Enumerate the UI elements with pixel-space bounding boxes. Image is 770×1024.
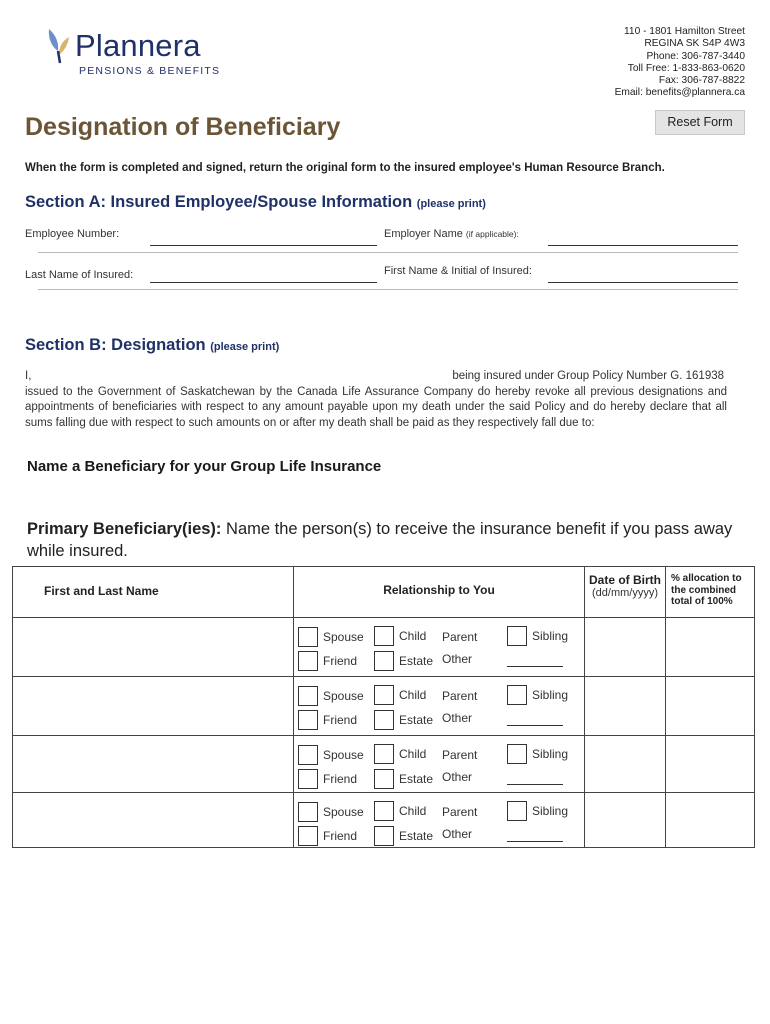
other-specify-field[interactable]	[507, 666, 563, 667]
spouse-label: Spouse	[323, 630, 364, 644]
other-specify-field[interactable]	[507, 784, 563, 785]
spouse-checkbox[interactable]	[298, 627, 318, 647]
divider	[38, 252, 738, 253]
brand-name: Plannera	[75, 28, 201, 63]
spouse-option[interactable]	[298, 686, 364, 706]
sibling-label: Sibling	[532, 688, 569, 702]
child-label: Child	[399, 747, 427, 761]
table-row	[13, 736, 755, 793]
parent-label: Parent	[442, 630, 478, 644]
estate-option[interactable]	[374, 826, 433, 846]
employee-number-field[interactable]	[150, 245, 377, 246]
other-label: Other	[442, 711, 473, 725]
sibling-checkbox[interactable]	[507, 801, 527, 821]
parent-option[interactable]	[442, 802, 477, 822]
spouse-option[interactable]	[298, 627, 364, 647]
spouse-label: Spouse	[323, 748, 364, 762]
beneficiary-name-field[interactable]	[13, 736, 294, 793]
table-row	[13, 677, 755, 736]
other-label: Other	[442, 827, 473, 841]
last-name-label: Last Name of Insured:	[25, 269, 134, 281]
divider	[38, 289, 738, 290]
sibling-checkbox[interactable]	[507, 626, 527, 646]
date-of-birth-field[interactable]	[585, 618, 666, 677]
beneficiary-name-field[interactable]	[13, 677, 294, 736]
friend-option[interactable]	[298, 826, 357, 846]
estate-label: Estate	[399, 772, 434, 786]
employee-number-label: Employee Number:	[25, 228, 120, 240]
first-name-field[interactable]	[548, 282, 738, 283]
friend-label: Friend	[323, 829, 358, 843]
relationship-options	[294, 736, 585, 793]
date-of-birth-field[interactable]	[585, 677, 666, 736]
sibling-checkbox[interactable]	[507, 685, 527, 705]
parent-label: Parent	[442, 689, 478, 703]
friend-option[interactable]	[298, 710, 357, 730]
spouse-option[interactable]	[298, 802, 364, 822]
allocation-field[interactable]	[666, 677, 755, 736]
first-name-label: First Name & Initial of Insured:	[384, 265, 532, 277]
child-checkbox[interactable]	[374, 801, 394, 821]
last-name-field[interactable]	[150, 282, 377, 283]
other-label: Other	[442, 770, 473, 784]
col-allocation-header: % allocation to the combined total of 100%	[666, 567, 755, 618]
date-of-birth-field[interactable]	[585, 736, 666, 793]
address-line1: 110 - 1801 Hamilton Street	[624, 26, 745, 37]
parent-option[interactable]	[442, 745, 477, 765]
parent-option[interactable]	[442, 686, 477, 706]
estate-checkbox[interactable]	[374, 769, 394, 789]
estate-label: Estate	[399, 654, 434, 668]
allocation-field[interactable]	[666, 793, 755, 848]
brand-tagline: PENSIONS & BENEFITS	[79, 65, 221, 77]
section-b-heading: Section B: Designation (please print)	[25, 336, 280, 354]
table-row	[13, 793, 755, 848]
spouse-label: Spouse	[323, 689, 364, 703]
employer-name-label: Employer Name (if applicable):	[384, 228, 519, 240]
page-title: Designation of Beneficiary	[25, 113, 341, 141]
toll-free: Toll Free: 1-833-863-0620	[627, 62, 745, 74]
friend-checkbox[interactable]	[298, 651, 318, 671]
section-a-heading: Section A: Insured Employee/Spouse Information (please print)	[25, 193, 486, 211]
group-life-heading: Name a Beneficiary for your Group Life Insurance	[27, 458, 382, 475]
col-dob-header: Date of Birth (dd/mm/yyyy)	[585, 567, 666, 618]
phone: Phone: 306-787-3440	[646, 50, 745, 62]
child-checkbox[interactable]	[374, 744, 394, 764]
spouse-option[interactable]	[298, 745, 364, 765]
friend-label: Friend	[323, 772, 358, 786]
relationship-options	[294, 793, 585, 848]
child-option[interactable]	[374, 626, 426, 646]
child-checkbox[interactable]	[374, 685, 394, 705]
table-header-row	[13, 567, 755, 618]
beneficiary-name-field[interactable]	[13, 793, 294, 848]
estate-checkbox[interactable]	[374, 710, 394, 730]
sibling-label: Sibling	[532, 629, 569, 643]
instructions: When the form is completed and signed, return the original form to the insured employee's Human Resource Branch.	[25, 162, 665, 174]
other-specify-field[interactable]	[507, 841, 563, 842]
child-option[interactable]	[374, 744, 426, 764]
sibling-option[interactable]	[507, 744, 568, 764]
relationship-options	[294, 677, 585, 736]
estate-option[interactable]	[374, 710, 433, 730]
other-option[interactable]	[442, 649, 472, 669]
allocation-field[interactable]	[666, 736, 755, 793]
contact-address	[615, 26, 745, 100]
other-option[interactable]	[442, 708, 472, 728]
child-label: Child	[399, 629, 427, 643]
employer-name-field[interactable]	[548, 245, 738, 246]
child-label: Child	[399, 804, 427, 818]
beneficiary-name-field[interactable]	[13, 618, 294, 677]
sibling-label: Sibling	[532, 804, 569, 818]
fax: Fax: 306-787-8822	[658, 75, 745, 87]
estate-option[interactable]	[374, 769, 433, 789]
parent-label: Parent	[442, 805, 478, 819]
sibling-option[interactable]	[507, 685, 568, 705]
spouse-checkbox[interactable]	[298, 745, 318, 765]
spouse-checkbox[interactable]	[298, 802, 318, 822]
other-option[interactable]	[442, 767, 472, 787]
relationship-options	[294, 618, 585, 677]
friend-checkbox[interactable]	[298, 710, 318, 730]
sibling-label: Sibling	[532, 747, 569, 761]
primary-beneficiary-text: Primary Beneficiary(ies): Name the person(s) to receive the insurance benefit if you pass away while insured.	[27, 520, 733, 560]
parent-option[interactable]	[442, 627, 477, 647]
sibling-option[interactable]	[507, 801, 568, 821]
email: Email: benefits@plannera.ca	[614, 87, 745, 99]
child-checkbox[interactable]	[374, 626, 394, 646]
col-relationship-header: Relationship to You	[294, 567, 585, 618]
address-line2: REGINA SK S4P 4W3	[644, 38, 745, 50]
reset-form-button[interactable]: Reset Form	[655, 110, 745, 135]
friend-label: Friend	[323, 654, 358, 668]
table-row	[13, 618, 755, 677]
allocation-field[interactable]	[666, 618, 755, 677]
child-option[interactable]	[374, 801, 426, 821]
friend-checkbox[interactable]	[298, 826, 318, 846]
plannera-leaf-logo-icon	[46, 27, 74, 65]
estate-checkbox[interactable]	[374, 651, 394, 671]
friend-option[interactable]	[298, 651, 357, 671]
spouse-label: Spouse	[323, 805, 364, 819]
parent-label: Parent	[442, 748, 478, 762]
estate-option[interactable]	[374, 651, 433, 671]
designation-paragraph: I, being insured under Group Policy Number G. 161938 issued to the Government of Saskatchewan by the Canada Life Assurance Company do hereby revoke all previous designations and appointments of beneficiaries with respect to any amount payable upon my death under the said Policy and do hereby declare that all sums falling due with respect to such amounts on or after my death shall be paid as they respectively fall due to:	[25, 370, 727, 429]
other-label: Other	[442, 652, 473, 666]
sibling-option[interactable]	[507, 626, 568, 646]
friend-label: Friend	[323, 713, 358, 727]
sibling-checkbox[interactable]	[507, 744, 527, 764]
col-name-header: First and Last Name	[13, 567, 294, 618]
other-specify-field[interactable]	[507, 725, 563, 726]
spouse-checkbox[interactable]	[298, 686, 318, 706]
estate-label: Estate	[399, 829, 434, 843]
date-of-birth-field[interactable]	[585, 793, 666, 848]
other-option[interactable]	[442, 824, 472, 844]
estate-checkbox[interactable]	[374, 826, 394, 846]
child-label: Child	[399, 688, 427, 702]
friend-checkbox[interactable]	[298, 769, 318, 789]
estate-label: Estate	[399, 713, 434, 727]
beneficiary-table	[12, 566, 755, 848]
child-option[interactable]	[374, 685, 426, 705]
friend-option[interactable]	[298, 769, 357, 789]
